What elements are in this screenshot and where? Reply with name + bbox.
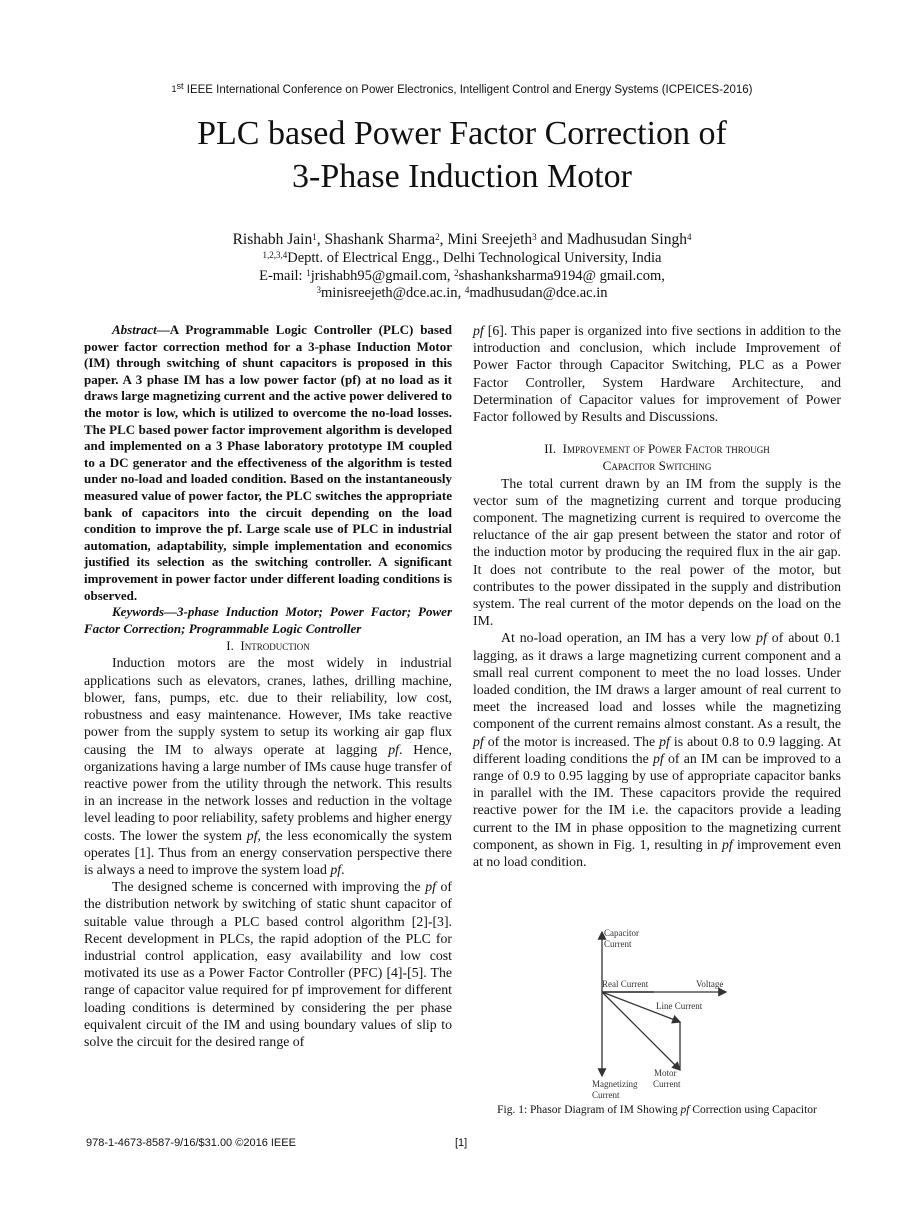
text-run: [6]. This paper is organized into five sections in addition to the introduction and conclusion, which include Improvement of Power Factor through Capacitor Switching, PLC as a Power Factor Controller, System Hardware Architecture, and Determination of Capacitor values for improvement of Power Factor followed by Results and Discussions. bbox=[473, 323, 841, 425]
section-heading-improvement bbox=[473, 440, 841, 474]
caption-text: Fig. 1: Phasor Diagram of IM Showing bbox=[497, 1104, 681, 1116]
pf-term: pf bbox=[425, 879, 436, 895]
conf-sup: st bbox=[176, 81, 184, 91]
keywords-text: 3-phase Induction Motor; Power Factor; Power Factor Correction; Programmable Logic Controller bbox=[84, 604, 452, 636]
text-run: At no-load operation, an IM has a very low bbox=[501, 630, 757, 646]
text-run: is about 0.8 to 0.9 lagging. At different loading conditions the bbox=[473, 733, 842, 766]
text-run: , the less economically the system operates [1]. Thus from an energy conservation perspective there is always a need to improve the system load bbox=[84, 827, 452, 877]
label-voltage: Voltage bbox=[696, 979, 724, 989]
caption-text: Correction using Capacitor bbox=[689, 1104, 817, 1116]
email-1-sup: 1 bbox=[306, 267, 311, 278]
section-2-num: II. bbox=[544, 441, 557, 457]
text-run: . Hence, organizations having a large number of IMs cause huge transfer of reactive power from the utility through the network. This results in an increase in the network losses and reduction in the voltage level leading to poor reliability, safety problems and higher energy costs. The lower the system bbox=[84, 741, 452, 843]
intro-paragraph-2 bbox=[84, 878, 452, 1050]
affiliation-sup: 1,2,3,4 bbox=[262, 250, 288, 260]
conference-name: IEEE International Conference on Power Electronics, Intelligent Control and Energy Systems (ICPEICES-2016) bbox=[186, 84, 753, 96]
keywords bbox=[84, 604, 452, 637]
affiliation bbox=[0, 250, 924, 268]
text-run: improvement even at no load condition. bbox=[473, 836, 841, 870]
label-motor: Motor bbox=[654, 1068, 677, 1078]
conf-sup-num: 1 bbox=[171, 84, 177, 94]
sep: , bbox=[439, 231, 448, 248]
section-1-num: I. bbox=[226, 638, 234, 654]
email-prefix: E-mail: bbox=[259, 267, 307, 284]
pf-term: pf bbox=[330, 861, 342, 877]
page-number: [1] bbox=[455, 1137, 468, 1149]
affiliation-text: Deptt. of Electrical Engg., Delhi Technological University, India bbox=[287, 250, 662, 266]
paper-title bbox=[0, 112, 924, 198]
section-2-title-line-2: Capacitor Switching bbox=[602, 458, 712, 474]
author-block bbox=[0, 230, 924, 303]
label-motor-current: Current bbox=[653, 1079, 681, 1089]
section-1-title: Introduction bbox=[240, 638, 310, 654]
author-1: Rishabh Jain bbox=[232, 231, 313, 248]
email-1[interactable]: jrishabh95@gmail.com bbox=[310, 267, 447, 284]
section-heading-introduction bbox=[84, 637, 452, 654]
section-2-title-line-1: Improvement of Power Factor through bbox=[562, 441, 770, 457]
text-run: Induction motors are the most widely in industrial applications such as elevators, cranes, lathes, drilling machine, blower, fans, pumps, etc. due to their reliability, low cost, robustness and easy maintenance. However, IMs take reactive power from the supply system to setup its working air gap flux causing the IM to always operate at lagging bbox=[84, 655, 452, 757]
right-column bbox=[473, 322, 841, 870]
pf-term: pf bbox=[652, 750, 664, 766]
section-2-paragraph-1: The total current drawn by an IM from the supply is the vector sum of the magnetizing current and torque producing component. The magnetizing current is required to overcome the reluctance of the air gap present between the stator and rotor of the induction motor by producing the required flux in the air gap. It does not contribute to the real power of the motor, but contributes to the power dissipated in the supply and distribution system. The real current of the motor depends on the load on the IM. bbox=[473, 475, 841, 629]
author-names bbox=[0, 230, 924, 250]
pf-term: pf bbox=[246, 827, 258, 843]
author-1-sup: 1 bbox=[312, 232, 317, 242]
author-3: Mini Sreejeth bbox=[447, 231, 533, 248]
label-capacitor: Capacitor bbox=[604, 928, 639, 938]
pf-term: pf bbox=[473, 323, 484, 338]
keywords-label: Keywords bbox=[112, 604, 164, 620]
title-line-1: PLC based Power Factor Correction of bbox=[197, 115, 727, 152]
email-3[interactable]: minisreejeth@dce.ac.in bbox=[321, 285, 458, 301]
sep: , bbox=[316, 231, 325, 248]
abstract-label: Abstract bbox=[112, 322, 157, 337]
email-3-sup: 3 bbox=[316, 285, 322, 295]
email-4-sup: 4 bbox=[464, 285, 470, 295]
and: and bbox=[536, 231, 567, 248]
intro-paragraph-1 bbox=[84, 654, 452, 878]
figure-caption bbox=[473, 1104, 841, 1116]
author-3-sup: 3 bbox=[532, 232, 537, 242]
footer-isbn: 978-1-4673-8587-9/16/$31.00 ©2016 IEEE bbox=[86, 1137, 296, 1149]
intro-paragraph-2-continued bbox=[473, 322, 841, 425]
text-run: of the motor is increased. The bbox=[483, 733, 660, 749]
keywords-dash: — bbox=[164, 604, 177, 620]
text-run: The designed scheme is concerned with improving the bbox=[112, 879, 426, 895]
sep: , bbox=[457, 285, 465, 301]
pf-term: pf bbox=[388, 741, 399, 757]
email-4[interactable]: madhusudan@dce.ac.in bbox=[469, 285, 608, 301]
author-4: Madhusudan Singh bbox=[566, 231, 687, 248]
pf-term: pf bbox=[659, 733, 670, 749]
text-run: . bbox=[341, 861, 345, 877]
label-magnetizing: Magnetizing bbox=[592, 1079, 638, 1089]
caption-pf: pf bbox=[680, 1104, 690, 1116]
abstract-dash: — bbox=[156, 322, 170, 337]
pf-term: pf bbox=[756, 630, 767, 646]
email-line-1: E-mail: $^1$jrishabh95@gmail.com, $^2$shashanksharma9194@ gmail.com, bbox=[259, 267, 665, 284]
pf-term: pf bbox=[473, 733, 484, 749]
author-2: Shashank Sharma bbox=[324, 231, 436, 248]
label-magnetizing-current: Current bbox=[592, 1090, 620, 1100]
text-run: of an IM can be improved to a range of 0.9 to 0.95 lagging by use of appropriate capacitor banks in parallel with the IM. These capacitors provide the required reactive power for the IM i.e. the capacitors provide a leading current to the IM in phase opposition to the magnetizing current component, as shown in Fig. 1, resulting in bbox=[473, 750, 841, 852]
email-2[interactable]: shashanksharma9194@ gmail.com bbox=[458, 267, 662, 284]
text-run: of the distribution network by switching of static shunt capacitor of suitable value through a PLC based control algorithm [2]-[3]. Recent development in PLCs, the rapid adoption of the PLC for industrial control application, easy availability and low cost motivated its use as a Power Factor Controller (PFC) [4]-[5]. The range of capacitor value required for pf improvement for different loading conditions is determined by considering the per phase equivalent circuit of the IM and using boundary values of slip to solve the circuit for the desired range of bbox=[84, 879, 452, 1049]
sep: , bbox=[446, 267, 455, 284]
label-capacitor-current: Current bbox=[604, 939, 632, 949]
phasor-diagram-figure bbox=[586, 928, 746, 1104]
abstract-text: A Programmable Logic Controller (PLC) based power factor correction method for a 3-phase Induction Motor (IM) through switching of shunt capacitors is proposed in this paper. A 3 phase IM has a low power factor (pf) at no load as it draws large magnetizing current and the active power delivered to the motor is low, which is utilized to overcome the no-load losses. The PLC based power factor improvement algorithm is developed and implemented on a 3 Phase laboratory prototype IM coupled to a DC generator and the effectiveness of the algorithm is tested under no-load and loaded condition. Based on the instantaneously measured value of power factor, the PLC switches the appropriate bank of capacitors into the circuit depending on the load condition to improve the pf. Large scale use of PLC in industrial automation, adaptability, simple implementation and economics justified its selection as the switching controller. A significant improvement in power factor under different loading conditions is observed. bbox=[84, 322, 452, 603]
author-4-sup: 4 bbox=[686, 232, 692, 242]
label-real-current: Real Current bbox=[602, 979, 649, 989]
abstract bbox=[84, 322, 452, 604]
title-line-2: 3-Phase Induction Motor bbox=[292, 158, 632, 195]
pf-term: pf bbox=[721, 836, 733, 852]
text-run: of about 0.1 lagging, as it draws a large magnetizing current component and a small real current component to meet the no load losses. Under loaded condition, the IM draws a larger amount of real current to meet the increased load and losses while the magnetizing component of the current remains almost constant. As a result, the bbox=[473, 630, 841, 732]
author-2-sup: 2 bbox=[435, 232, 440, 242]
email-2-sup: 2 bbox=[454, 267, 459, 278]
email-line-2 bbox=[0, 285, 924, 303]
label-line-current: Line Current bbox=[656, 1001, 703, 1011]
conference-header bbox=[0, 81, 924, 96]
section-2-paragraph-2 bbox=[473, 629, 841, 870]
left-column bbox=[84, 322, 452, 1050]
